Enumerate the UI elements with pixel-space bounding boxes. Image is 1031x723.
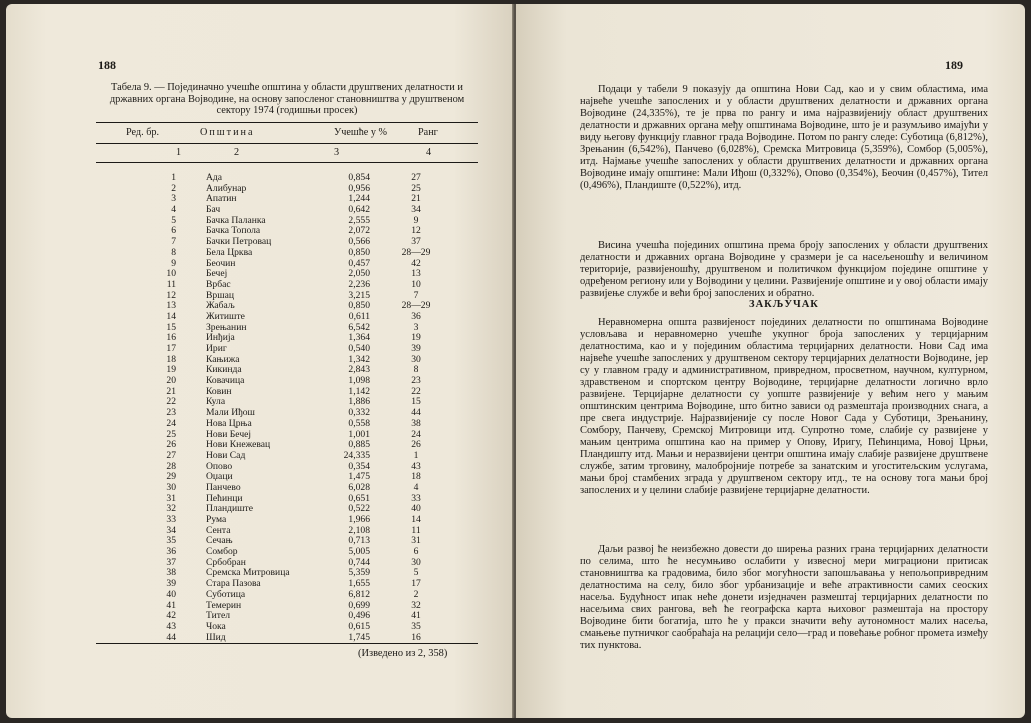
row-number: 36 bbox=[166, 546, 176, 558]
row-number: 10 bbox=[166, 268, 176, 280]
left-page bbox=[6, 4, 514, 718]
header-share: Учешће у % bbox=[334, 127, 387, 138]
row-number: 15 bbox=[166, 321, 176, 333]
share-value: 0,744 bbox=[348, 556, 370, 568]
row-number: 21 bbox=[166, 385, 176, 397]
share-value: 0,642 bbox=[348, 204, 370, 216]
share-value: 2,072 bbox=[348, 225, 370, 237]
share-value: 0,540 bbox=[348, 343, 370, 354]
row-number: 44 bbox=[166, 631, 176, 643]
municipality-name: Ковин bbox=[206, 385, 232, 397]
share-value: 6,542 bbox=[348, 321, 370, 333]
rank-value: 36 bbox=[411, 310, 421, 322]
table-row bbox=[96, 590, 478, 601]
share-value: 0,558 bbox=[348, 417, 370, 429]
share-value: 0,615 bbox=[348, 620, 370, 632]
page-number: 189 bbox=[945, 58, 963, 72]
header-no: Ред. бр. bbox=[126, 127, 160, 138]
column-number: 2 bbox=[234, 147, 240, 158]
rank-value: 12 bbox=[411, 225, 421, 237]
row-number: 24 bbox=[166, 417, 176, 429]
share-value: 0,699 bbox=[348, 599, 370, 611]
share-value: 1,655 bbox=[348, 578, 370, 590]
municipality-name: Сечањ bbox=[206, 535, 233, 547]
table-caption: Табела 9. — Појединачно учешће општина у области друштвених делатности и државних органа Војводине, на основу запосленог становништва у друштвеном сектору 1974 (годишњи просек) bbox=[109, 82, 465, 116]
table-row bbox=[96, 472, 478, 483]
paragraph bbox=[580, 84, 988, 192]
paragraph bbox=[580, 240, 988, 300]
row-number: 41 bbox=[166, 599, 176, 611]
column-number: 4 bbox=[426, 147, 432, 158]
row-number: 30 bbox=[166, 481, 176, 493]
row-number: 29 bbox=[166, 471, 176, 483]
municipality-name: Ада bbox=[206, 172, 223, 183]
share-value: 2,050 bbox=[348, 268, 370, 280]
column-number: 3 bbox=[334, 147, 340, 158]
share-value: 0,611 bbox=[348, 310, 370, 322]
row-number: 1 bbox=[171, 172, 176, 183]
table-row bbox=[96, 205, 478, 216]
municipality-name: Стара Пазова bbox=[206, 578, 261, 590]
municipality-name: Бачки Петровац bbox=[206, 236, 272, 248]
municipality-name: Ковачица bbox=[206, 375, 245, 387]
rank-value: 33 bbox=[411, 492, 421, 504]
rank-value: 28—29 bbox=[401, 246, 431, 258]
share-value: 1,142 bbox=[348, 385, 370, 397]
rank-value: 5 bbox=[413, 567, 419, 579]
rank-value: 8 bbox=[413, 364, 419, 376]
municipality-name: Суботица bbox=[206, 588, 246, 600]
municipality-name: Алибунар bbox=[206, 182, 247, 194]
rank-value: 1 bbox=[413, 449, 419, 461]
municipality-name: Мали Иђош bbox=[206, 407, 255, 419]
column-numbers bbox=[96, 147, 478, 161]
row-number: 38 bbox=[166, 567, 176, 579]
rank-value: 25 bbox=[411, 182, 421, 194]
share-value: 2,843 bbox=[348, 364, 370, 376]
row-number: 16 bbox=[166, 332, 176, 344]
row-number: 17 bbox=[166, 343, 176, 354]
row-number: 34 bbox=[166, 524, 176, 536]
table-row bbox=[96, 419, 478, 430]
row-number: 22 bbox=[166, 396, 176, 408]
rank-value: 26 bbox=[411, 439, 421, 451]
municipality-name: Апатин bbox=[206, 193, 237, 205]
table-rule-numbers bbox=[96, 162, 478, 163]
share-value: 0,651 bbox=[348, 492, 370, 504]
table-row bbox=[96, 248, 478, 259]
municipality-name: Тител bbox=[206, 610, 230, 622]
table-rule-top bbox=[96, 122, 478, 123]
share-value: 0,566 bbox=[348, 236, 370, 248]
municipality-name: Ириг bbox=[206, 343, 227, 354]
paragraph-text: Висина учешћа појединих општина према броју запослених у области друштвених делатности и државних органа Војводине у сразмери је са насељеношћу и величином територије, развијеношћу, друштвеном и политичком функцијом поједине општине у одређеном региону или у Војводини у целини. Развијеније општине и у овој области имају развијење службе и већи број запослених и обратно. bbox=[580, 240, 988, 299]
row-number: 43 bbox=[166, 620, 176, 632]
rank-value: 32 bbox=[411, 599, 421, 611]
column-number: 1 bbox=[176, 147, 182, 158]
municipality-name: Србобран bbox=[206, 556, 246, 568]
rank-value: 40 bbox=[411, 503, 421, 515]
municipality-name: Кула bbox=[206, 396, 226, 408]
table-rule-bottom bbox=[96, 643, 478, 644]
table-row bbox=[96, 451, 478, 462]
rank-value: 19 bbox=[411, 332, 421, 344]
rank-value: 18 bbox=[411, 471, 421, 483]
rank-value: 17 bbox=[411, 578, 421, 590]
rank-value: 24 bbox=[411, 428, 421, 440]
municipality-name: Рума bbox=[206, 514, 227, 525]
rank-value: 2 bbox=[413, 588, 419, 600]
table-header bbox=[96, 127, 478, 141]
table-row bbox=[96, 622, 478, 633]
share-value: 2,555 bbox=[348, 214, 370, 226]
municipality-name: Бечеј bbox=[206, 268, 228, 280]
municipality-name: Чока bbox=[206, 620, 226, 632]
share-value: 0,854 bbox=[348, 172, 370, 183]
municipality-name: Пећинци bbox=[206, 492, 243, 504]
table-row bbox=[96, 355, 478, 366]
municipality-name: Нови Кнежевац bbox=[206, 439, 271, 451]
rank-value: 30 bbox=[411, 353, 421, 365]
share-value: 0,885 bbox=[348, 439, 370, 451]
municipality-name: Беочин bbox=[206, 257, 236, 269]
row-number: 20 bbox=[166, 375, 176, 387]
table-row bbox=[96, 440, 478, 451]
row-number: 11 bbox=[166, 278, 176, 290]
municipality-name: Вршац bbox=[206, 289, 234, 301]
share-value: 0,496 bbox=[348, 610, 370, 622]
table-row bbox=[96, 312, 478, 323]
municipality-name: Врбас bbox=[206, 278, 231, 290]
row-number: 25 bbox=[166, 428, 176, 440]
municipality-name: Опово bbox=[206, 460, 233, 472]
share-value: 0,850 bbox=[348, 300, 370, 312]
share-value: 0,354 bbox=[348, 460, 370, 472]
rank-value: 10 bbox=[411, 278, 421, 290]
section-heading: ЗАКЉУЧАК bbox=[749, 299, 819, 310]
municipality-name: Темерин bbox=[206, 599, 242, 611]
rank-value: 7 bbox=[413, 289, 419, 301]
table-rule-header bbox=[96, 143, 478, 144]
row-number: 19 bbox=[166, 364, 176, 376]
row-number: 7 bbox=[171, 236, 176, 248]
table-row bbox=[96, 536, 478, 547]
share-value: 2,236 bbox=[348, 278, 370, 290]
share-value: 1,244 bbox=[348, 193, 370, 205]
share-value: 0,332 bbox=[348, 407, 370, 419]
paragraph bbox=[580, 317, 988, 497]
share-value: 1,001 bbox=[348, 428, 370, 440]
rank-value: 27 bbox=[411, 172, 421, 183]
municipality-name: Нова Црња bbox=[206, 417, 252, 429]
row-number: 31 bbox=[166, 492, 176, 504]
rank-value: 21 bbox=[411, 193, 421, 205]
paragraph-text: Даљи развој ће неизбежно довести до ширења разних грана терцијарних делатности по селима, што ће несумњиво ослабити у извесној мери миграциони притисак становништва ка градовима, било због могућности запошљавања у непољопривредним делатностима на селу, било због урбанизације и веће атрактивности самих сеоских насеља. Будућност ипак неће донети изједначен размештај терцијарних делатности по насељима свих рангова, већ ће географска карта њиховог размештаја на простору Војводине бити богатија, што ће у пракси значити већу аутономност малих насеља, смањење путничког саобраћаја на релацији село—град и повећање робног промета између тих пунктова. bbox=[580, 544, 988, 651]
row-number: 28 bbox=[166, 460, 176, 472]
row-number: 4 bbox=[171, 204, 176, 216]
municipality-name: Инђија bbox=[206, 332, 235, 344]
municipality-name: Пландиште bbox=[206, 503, 253, 515]
rank-value: 35 bbox=[411, 620, 421, 632]
municipality-name: Нови Сад bbox=[206, 449, 246, 461]
share-value: 24,335 bbox=[343, 449, 370, 461]
row-number: 6 bbox=[171, 225, 176, 237]
rank-value: 15 bbox=[411, 396, 421, 408]
municipality-name: Житиште bbox=[206, 310, 245, 322]
municipality-name: Сремска Митровица bbox=[206, 567, 290, 579]
rank-value: 3 bbox=[413, 321, 419, 333]
municipality-name: Жабаљ bbox=[206, 300, 235, 312]
row-number: 8 bbox=[171, 246, 176, 258]
share-value: 1,098 bbox=[348, 375, 370, 387]
share-value: 1,342 bbox=[348, 353, 370, 365]
row-number: 12 bbox=[166, 289, 176, 301]
rank-value: 38 bbox=[411, 417, 421, 429]
row-number: 18 bbox=[166, 353, 176, 365]
municipality-name: Нови Бечеј bbox=[206, 428, 252, 440]
rank-value: 30 bbox=[411, 556, 421, 568]
share-value: 1,966 bbox=[348, 514, 370, 525]
page-number: 188 bbox=[98, 58, 116, 72]
rank-value: 23 bbox=[411, 375, 421, 387]
municipality-name: Сомбор bbox=[206, 546, 238, 558]
row-number: 3 bbox=[171, 193, 176, 205]
rank-value: 31 bbox=[411, 535, 421, 547]
row-number: 14 bbox=[166, 310, 176, 322]
rank-value: 41 bbox=[411, 610, 421, 622]
municipality-name: Бачка Паланка bbox=[206, 214, 266, 226]
rank-value: 42 bbox=[411, 257, 421, 269]
rank-value: 14 bbox=[411, 514, 421, 525]
municipality-name: Сента bbox=[206, 524, 231, 536]
municipality-name: Кањижа bbox=[206, 353, 240, 365]
municipality-name: Кикинда bbox=[206, 364, 242, 376]
rank-value: 22 bbox=[411, 385, 421, 397]
row-number: 35 bbox=[166, 535, 176, 547]
row-number: 42 bbox=[166, 610, 176, 622]
rank-value: 39 bbox=[411, 343, 421, 354]
row-number: 32 bbox=[166, 503, 176, 515]
share-value: 3,215 bbox=[348, 289, 370, 301]
share-value: 0,956 bbox=[348, 182, 370, 194]
share-value: 0,457 bbox=[348, 257, 370, 269]
row-number: 37 bbox=[166, 556, 176, 568]
paragraph bbox=[580, 544, 988, 652]
row-number: 9 bbox=[171, 257, 176, 269]
share-value: 1,745 bbox=[348, 631, 370, 643]
table-row bbox=[96, 280, 478, 291]
rank-value: 6 bbox=[413, 546, 419, 558]
municipality-name: Бела Црква bbox=[206, 246, 253, 258]
row-number: 39 bbox=[166, 578, 176, 590]
row-number: 26 bbox=[166, 439, 176, 451]
rank-value: 13 bbox=[411, 268, 421, 280]
municipality-name: Панчево bbox=[206, 481, 241, 493]
row-number: 5 bbox=[171, 214, 176, 226]
share-value: 1,475 bbox=[348, 471, 370, 483]
share-value: 0,850 bbox=[348, 246, 370, 258]
share-value: 0,522 bbox=[348, 503, 370, 515]
table-row bbox=[96, 579, 478, 590]
row-number: 2 bbox=[171, 182, 176, 194]
header-municipality: Општина bbox=[200, 127, 255, 138]
row-number: 13 bbox=[166, 300, 176, 312]
municipality-name: Бач bbox=[206, 204, 221, 216]
right-page bbox=[516, 4, 1025, 718]
rank-value: 34 bbox=[411, 204, 421, 216]
share-value: 6,028 bbox=[348, 481, 370, 493]
municipality-name: Оџаци bbox=[206, 471, 233, 483]
share-value: 0,713 bbox=[348, 535, 370, 547]
rank-value: 37 bbox=[411, 236, 421, 248]
row-number: 27 bbox=[166, 449, 176, 461]
share-value: 1,886 bbox=[348, 396, 370, 408]
share-value: 1,364 bbox=[348, 332, 370, 344]
table-source: (Изведено из 2, 358) bbox=[358, 648, 448, 659]
municipality-name: Бачка Топола bbox=[206, 225, 261, 237]
paragraph-text: Подаци у табели 9 показују да општина Нови Сад, као и у свим областима, има највеће учешће запослених и у области друштвених делатности и државних органа Војводине (24,335%), те је прва по рангу и има најразвијенију област друштвених делатности и државних органа међу општинама Војводине, што је и разумљиво имајући у виду његову функцију главног града Војводине. Потом по рангу следе: Суботица (6,812%), Зрењанин (6,542%), Панчево (6,028%), Сремска Митровица (5,359%), Сомбор (5,005%), итд. Најмање учешће запослених у области друштвених делатности и државних органа Војводине имају општине: Мали Иђош (0,332%), Опово (0,354%), Беочин (0,457%), Тител (0,496%), Пландиште (0,522%), итд. bbox=[580, 84, 988, 191]
paragraph-text: Неравномерна општа развијеност појединих делатности по општинама Војводине условљава и неравномерно учешће укупног броја запослених у терцијарним делатностима, као и у појединим областима терцијарних делатности. Нови Сад има највеће учешће запослених у друштвеном сектору терцијарних делатности Војводине, јер су у главном граду и административном, привредном, просветном, научном, културном, здравственом и спортском центру Војводине, терцијарне делатности логично врло развијене. Терцијарне делатности су уопште развијеније у већим него у мањим општинским центрима Војводине, што битно зависи од размештаја производних снага, а пре свега индустрије. Најразвијеније су после Новог Сада у Суботици, Зрењанину, Сомбору, Панчеву, Сремској Митровици итд. Супротно томе, слабије су развијене у мањим центрима општина као на пример у Опову, Иригу, Пећинцима, Новој Црњи, Пландишту итд. Мањи и неразвијени центри општина имају слабије развијене друштвене службе, затим трговину, малобројније потребе за занатским и угоститељским услугама, мањи број стамбених зграда у друштвеном сектору итд., те на основу тога мањи број запослених и у целини слабије развијене терцијарне делатности. bbox=[580, 317, 988, 496]
municipality-name: Шид bbox=[206, 631, 226, 643]
share-value: 5,005 bbox=[348, 546, 370, 558]
row-number: 23 bbox=[166, 407, 176, 419]
rank-value: 11 bbox=[411, 524, 421, 536]
rank-value: 16 bbox=[411, 631, 421, 643]
rank-value: 43 bbox=[411, 460, 421, 472]
rank-value: 28—29 bbox=[401, 300, 431, 312]
row-number: 40 bbox=[166, 588, 176, 600]
rank-value: 44 bbox=[411, 407, 421, 419]
share-value: 6,812 bbox=[348, 588, 370, 600]
header-rank: Ранг bbox=[418, 127, 438, 138]
table-body bbox=[96, 173, 478, 643]
row-number: 33 bbox=[166, 514, 176, 525]
share-value: 2,108 bbox=[348, 524, 370, 536]
rank-value: 4 bbox=[413, 481, 419, 493]
rank-value: 9 bbox=[413, 214, 419, 226]
share-value: 5,359 bbox=[348, 567, 370, 579]
table-row bbox=[96, 633, 478, 644]
municipality-name: Зрењанин bbox=[206, 321, 247, 333]
